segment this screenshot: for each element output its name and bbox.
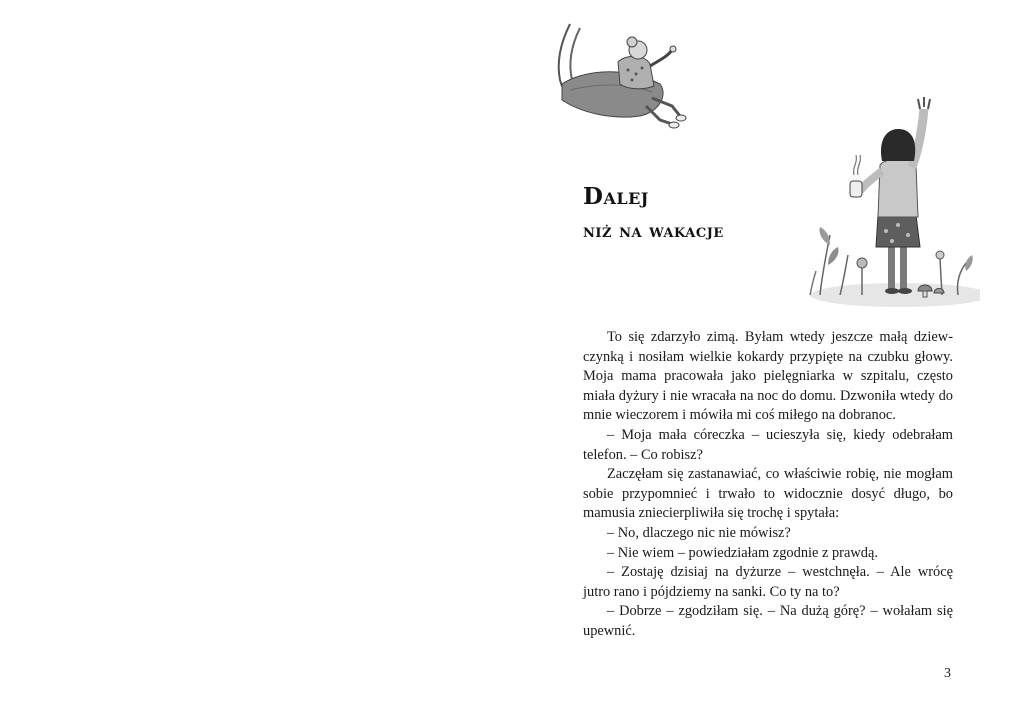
paragraph: To się zdarzyło zimą. Byłam wtedy jeszcze małą dziewczynką i nosiłam wielkie kokardy przypięte na czubku głowy. Moja mama pracowała jako pielęgniarka w szpitalu, często miała dyżury i nie wracała na noc do domu. Dzwoniła wtedy do mnie wieczorem i mówiła mi coś miłego na dobranoc. [583,329,953,424]
paragraph: – Zostaję dzisiaj na dyżurze – westchnęła. – Ale wrócę jutro rano i pójdziemy na sanki. Co ty na to? [583,564,953,600]
flying-grandma-illustration [540,20,700,132]
paragraph: – Moja mała córeczka – ucieszyła się, kiedy odebrałam telefon. – Co robisz? [583,426,953,463]
chapter-title-line-1: Dalej [583,183,649,210]
chapter-body-text [583,328,953,642]
paragraph: Zaczęłam się zastanawiać, co właściwie robię, nie mogłam sobie przypomnieć i trwało to widocznie dosyć długo, bo mamusia zniecierpliwiła się trochę i spytała: [583,466,953,522]
page-number: 3 [944,666,951,681]
waving-girl-illustration [800,95,980,310]
paragraph: – No, dlaczego nic nie mówisz? [607,524,791,541]
paragraph: – Nie wiem – powiedziałam zgodnie z prawdą. [607,544,878,561]
chapter-title-line-2: niż na wakacje [583,220,724,242]
chapter-title [583,180,724,246]
paragraph: – Dobrze – zgodziłam się. – Na dużą górę? – wołałam się upewnić. [583,603,953,639]
